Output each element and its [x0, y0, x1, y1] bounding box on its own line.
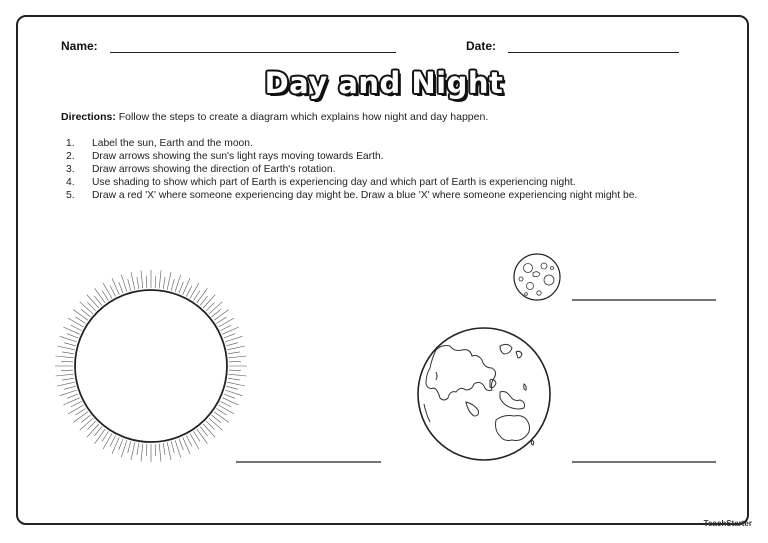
sun-ray	[71, 325, 82, 331]
sun-ray	[163, 277, 165, 289]
sun-ray	[95, 429, 106, 444]
sun-ray	[56, 374, 74, 376]
sun-ray	[214, 310, 229, 321]
sun-ray	[194, 291, 201, 301]
sun-ray	[56, 356, 74, 358]
step-number: 5.	[66, 190, 75, 201]
sun-ray	[209, 302, 222, 314]
step-number: 3.	[66, 164, 75, 175]
sun-ray	[216, 409, 226, 416]
sun-ray	[225, 390, 242, 396]
sun-ray	[227, 346, 245, 350]
sun-ray	[175, 440, 181, 457]
sun-ray	[186, 286, 192, 297]
sun-ray	[203, 295, 215, 308]
sun-ray	[219, 405, 235, 414]
sun-ray	[194, 431, 201, 441]
sun-ray	[119, 282, 123, 293]
sun-ray	[61, 361, 73, 362]
sun-ray	[229, 361, 241, 362]
sun-illustration	[55, 270, 247, 462]
sun-ray	[155, 444, 156, 456]
sun-ray	[221, 401, 232, 407]
sun-ray	[146, 276, 147, 288]
sun-circle	[75, 290, 227, 442]
sun-ray	[219, 318, 235, 327]
sun-ray	[64, 386, 76, 389]
sun-ray	[128, 441, 131, 453]
sun-ray	[68, 318, 84, 327]
sun-ray	[80, 302, 93, 314]
sun-ray	[224, 394, 235, 398]
sun-ray	[71, 401, 82, 407]
sun-ray	[197, 429, 208, 444]
sun-ray	[155, 276, 156, 288]
sun-ray	[179, 282, 183, 293]
sun-ray	[67, 394, 78, 398]
sun-ray	[179, 439, 183, 450]
sun-ray	[225, 336, 242, 342]
sun-ray	[203, 424, 215, 437]
sun-ray	[229, 374, 247, 376]
brand-logo: TeachStarter	[703, 519, 752, 528]
sun-ray	[103, 283, 112, 299]
sun-ray	[67, 334, 78, 338]
sun-ray	[159, 271, 161, 289]
sun-ray	[119, 439, 123, 450]
sun-ray	[141, 271, 143, 289]
page-title: Day and Night	[264, 66, 504, 100]
step-text: Draw a red 'X' where someone experiencing day might be. Draw a blue 'X' where someone experiencing night might be.	[92, 190, 638, 201]
sun-ray	[95, 288, 106, 303]
sun-ray	[137, 277, 139, 289]
sun-ray	[228, 352, 240, 354]
sun-ray	[121, 275, 127, 292]
step-text: Draw arrows showing the direction of Earth's rotation.	[92, 164, 336, 175]
sun-ray	[163, 443, 165, 455]
sun-ray	[103, 434, 112, 450]
sun-ray	[87, 424, 99, 437]
name-label: Name:	[61, 39, 98, 53]
step-text: Use shading to show which part of Earth is experiencing day and which part of Earth is experiencing night.	[92, 177, 576, 188]
sun-ray	[141, 444, 143, 462]
directions-label: Directions:	[61, 111, 116, 123]
sun-ray	[229, 356, 247, 358]
step-text: Label the sun, Earth and the moon.	[92, 138, 253, 149]
sun-ray	[110, 436, 116, 447]
sun-ray	[146, 444, 147, 456]
step-number: 1.	[66, 138, 75, 149]
sun-ray	[171, 279, 174, 291]
sun-ray	[226, 386, 238, 389]
sun-ray	[229, 370, 241, 371]
sun-ray	[76, 317, 86, 324]
step-number: 4.	[66, 177, 75, 188]
sun-ray	[171, 441, 174, 453]
sun-ray	[214, 412, 229, 423]
sun-ray	[73, 412, 88, 423]
date-label: Date:	[466, 39, 497, 53]
sun-ray	[137, 443, 139, 455]
sun-ray	[102, 291, 109, 301]
sun-ray	[186, 436, 192, 447]
sun-ray	[121, 440, 127, 457]
step-number: 2.	[66, 151, 75, 162]
sun-ray	[128, 279, 131, 291]
moon-illustration	[514, 254, 560, 300]
sun-ray	[209, 418, 222, 430]
sun-ray	[73, 310, 88, 321]
sun-ray	[224, 334, 235, 338]
sun-ray	[131, 272, 135, 290]
sun-ray	[62, 352, 74, 354]
sun-ray	[110, 286, 116, 297]
sun-ray	[87, 295, 99, 308]
earth-illustration	[418, 328, 550, 460]
sun-ray	[226, 343, 238, 346]
sun-ray	[221, 325, 232, 331]
directions-text: Follow the steps to create a diagram which explains how night and day happen.	[115, 111, 489, 123]
sun-ray	[175, 275, 181, 292]
sun-ray	[64, 343, 76, 346]
sun-ray	[159, 444, 161, 462]
sun-ray	[60, 390, 77, 396]
sun-ray	[62, 378, 74, 380]
sun-ray	[190, 434, 199, 450]
sun-ray	[167, 272, 171, 290]
sun-ray	[61, 370, 73, 371]
sun-ray	[102, 431, 109, 441]
step-text: Draw arrows showing the sun's light rays moving towards Earth.	[92, 151, 384, 162]
sun-ray	[131, 442, 135, 460]
sun-ray	[68, 405, 84, 414]
sun-ray	[197, 288, 208, 303]
sun-ray	[60, 336, 77, 342]
sun-ray	[216, 317, 226, 324]
sun-ray	[227, 382, 245, 386]
sun-ray	[80, 418, 93, 430]
sun-ray	[167, 442, 171, 460]
sun-ray	[190, 283, 199, 299]
sun-ray	[76, 409, 86, 416]
sun-ray	[228, 378, 240, 380]
sun-ray	[57, 382, 75, 386]
sun-ray	[57, 346, 75, 350]
